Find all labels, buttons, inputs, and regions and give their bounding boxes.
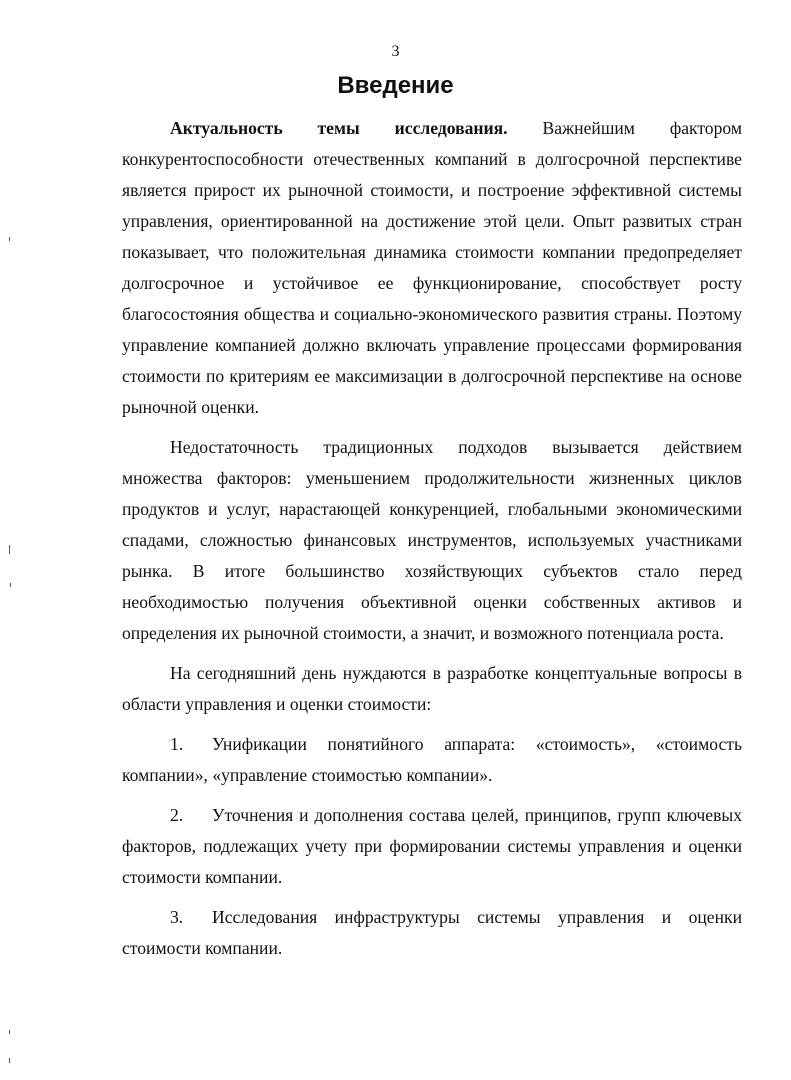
scan-artifact-mark <box>10 583 11 587</box>
list-item-text: Унификации понятийного аппарата: «стоимость», «стоимость компании», «управление стоимостью компании». <box>122 734 742 785</box>
scan-artifact-mark <box>9 1058 10 1063</box>
scan-artifact-mark <box>9 1030 10 1034</box>
page-title: Введение <box>337 72 454 99</box>
paragraph-questions-intro: На сегодняшний день нуждаются в разработке концептуальные вопросы в области управления и оценки стоимости: <box>122 663 742 714</box>
scan-artifact-mark <box>9 545 10 554</box>
list-item-number: 3. <box>170 907 184 927</box>
document-body <box>122 113 742 973</box>
paragraph-insufficiency: Недостаточность традиционных подходов вызывается действием множества факторов: уменьшением продолжительности жизненных циклов продуктов и услуг, нарастающей конкуренцией, глобальными экономическими спадами, сложностью финансовых инструментов, используемых участниками рынка. В итоге большинство хозяйствующих субъектов стало перед необходимостью получения объективной оценки собственных активов и определения их рыночной стоимости, а значит, и возможного потенциала роста. <box>122 437 742 643</box>
paragraph-relevance <box>122 113 742 423</box>
list-item-number: 1. <box>170 734 184 754</box>
list-item-number: 2. <box>170 805 184 825</box>
list-item-text: Уточнения и дополнения состава целей, принципов, групп ключевых факторов, подлежащих учету при формировании системы управления и оценки стоимости компании. <box>122 805 742 887</box>
list-item-2 <box>122 800 742 893</box>
list-item-text: Исследования инфраструктуры системы управления и оценки стоимости компании. <box>122 907 742 958</box>
scan-artifact-mark <box>9 237 10 241</box>
list-item-1 <box>122 729 742 791</box>
relevance-lead-phrase: Актуальность темы исследования. <box>170 118 508 138</box>
page-number: 3 <box>391 43 400 60</box>
list-item-3 <box>122 902 742 964</box>
relevance-text: Важнейшим фактором конкурентоспособности отечественных компаний в долгосрочной перспективе является прирост их рыночной стоимости, и построение эффективной системы управления, ориентированной на достижение этой цели. Опыт развитых стран показывает, что положительная динамика стоимости компании предопределяет долгосрочное и устойчивое ее функционирование, способствует росту благосостояния общества и социально-экономического развития страны. Поэтому управление компанией должно включать управление процессами формирования стоимости по критериям ее максимизации в долгосрочной перспективе на основе рыночной оценки. <box>122 118 742 417</box>
